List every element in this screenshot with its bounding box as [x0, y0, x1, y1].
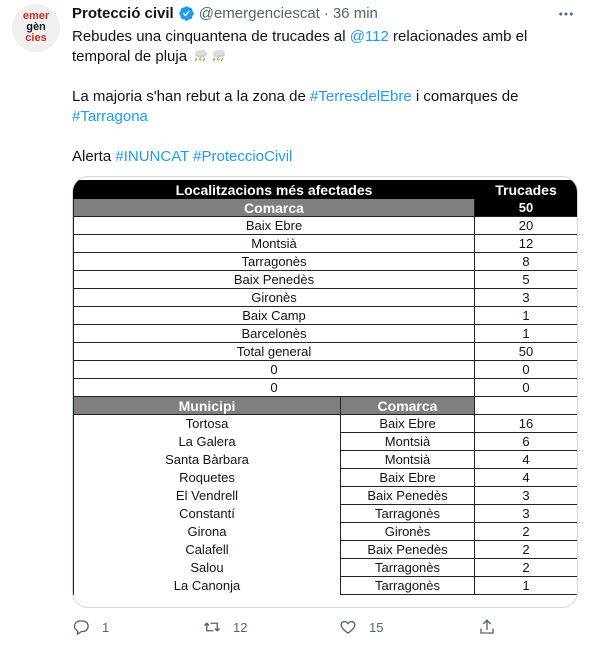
- municipi-comarca: Baix Ebre: [341, 469, 475, 487]
- municipi-name: Santa Bàrbara: [74, 451, 341, 469]
- comarca-row: [74, 307, 578, 325]
- comarca-name: 0: [74, 361, 475, 379]
- comarca-calls: 0: [475, 361, 578, 379]
- municipi-calls: 1: [475, 577, 578, 595]
- calls-header: Trucades: [475, 181, 578, 199]
- municipi-row: [74, 505, 578, 523]
- comarca-calls: 5: [475, 271, 578, 289]
- verified-badge-icon: [178, 5, 195, 22]
- municipi-comarca: Baix Ebre: [341, 415, 475, 433]
- municipi-comarca: Tarragonès: [341, 505, 475, 523]
- comarca-row: [74, 253, 578, 271]
- comarca-col-header: Comarca: [341, 397, 475, 415]
- retweet-count: 12: [233, 619, 248, 635]
- municipi-calls: 3: [475, 505, 578, 523]
- municipi-comarca: Baix Penedès: [341, 541, 475, 559]
- municipi-name: El Vendrell: [74, 487, 341, 505]
- municipi-row: [74, 469, 578, 487]
- municipi-header: Municipi: [74, 397, 341, 415]
- comarca-total: 50: [475, 199, 578, 217]
- municipi-comarca: Montsià: [341, 433, 475, 451]
- municipi-comarca: Baix Penedès: [341, 487, 475, 505]
- municipi-name: La Canonja: [74, 577, 341, 595]
- comarca-name: Montsià: [74, 235, 475, 253]
- reply-icon: [72, 618, 90, 636]
- comarca-header-row: [74, 199, 578, 217]
- tweet-time[interactable]: 36 min: [332, 4, 378, 22]
- comarca-name: Total general: [74, 343, 475, 361]
- comarca-calls: 8: [475, 253, 578, 271]
- comarca-row: [74, 325, 578, 343]
- municipi-header-row: [74, 397, 578, 415]
- tweet-line-2: La majoria s'han rebut a la zona de #TerresdelEbre i comarques de #Tarragona: [72, 88, 519, 125]
- table-title: Localitzacions més afectades: [74, 181, 475, 199]
- comarca-name: Baix Penedès: [74, 271, 475, 289]
- hashtag-tarragona[interactable]: #Tarragona: [72, 108, 148, 125]
- municipi-name: Salou: [74, 559, 341, 577]
- separator-dot: ·: [323, 4, 329, 22]
- municipi-comarca: Tarragonès: [341, 559, 475, 577]
- comarca-calls: 12: [475, 235, 578, 253]
- comarca-calls: 1: [475, 325, 578, 343]
- retweet-button[interactable]: [203, 618, 247, 636]
- municipi-calls: 16: [475, 415, 578, 433]
- comarca-row: [74, 235, 578, 253]
- hashtag-terresdelebre[interactable]: #TerresdelEbre: [310, 88, 412, 105]
- municipi-calls: 2: [475, 541, 578, 559]
- author-name[interactable]: Protecció civil: [72, 4, 174, 22]
- municipi-calls: 6: [475, 433, 578, 451]
- more-options-icon[interactable]: [557, 5, 575, 23]
- comarca-calls: 50: [475, 343, 578, 361]
- tweet-actions: [72, 618, 512, 640]
- cloud-rain-lightning-icon: [193, 48, 209, 64]
- comarca-header: Comarca: [74, 199, 475, 217]
- reply-button[interactable]: [72, 618, 109, 636]
- hashtag-inuncat[interactable]: #INUNCAT: [115, 148, 189, 165]
- municipi-calls: 4: [475, 469, 578, 487]
- municipi-row: [74, 487, 578, 505]
- municipi-calls: 4: [475, 451, 578, 469]
- share-button[interactable]: [478, 618, 508, 636]
- avatar[interactable]: [12, 4, 60, 52]
- author-handle[interactable]: @emergenciescat: [198, 4, 320, 22]
- comarca-row: [74, 343, 578, 361]
- reply-count: 1: [102, 619, 110, 635]
- municipi-calls: 3: [475, 487, 578, 505]
- comarca-row: [74, 217, 578, 235]
- comarca-name: 0: [74, 379, 475, 397]
- emergencies-logo: [15, 11, 57, 44]
- like-count: 15: [369, 619, 384, 635]
- comarca-name: Tarragonès: [74, 253, 475, 271]
- municipi-row: [74, 451, 578, 469]
- logo-line-1: emer: [22, 10, 50, 22]
- comarca-name: Barcelonès: [74, 325, 475, 343]
- municipi-row: [74, 577, 578, 595]
- tweet-line-3: Alerta #INUNCAT #ProteccioCivil: [72, 148, 293, 165]
- municipi-name: Girona: [74, 523, 341, 541]
- comarca-calls: 20: [475, 217, 578, 235]
- municipi-row: [74, 541, 578, 559]
- comarca-name: Baix Ebre: [74, 217, 475, 235]
- share-icon: [478, 618, 496, 636]
- comarca-calls: 1: [475, 307, 578, 325]
- empty-header-cell: [475, 397, 578, 415]
- tweet-text: [72, 27, 572, 167]
- hashtag-proteccio-civil[interactable]: #ProteccioCivil: [193, 148, 293, 165]
- logo-line-3: cies: [25, 32, 47, 44]
- calls-table: [73, 180, 578, 595]
- comarca-name: Gironès: [74, 289, 475, 307]
- municipi-comarca: Montsià: [341, 451, 475, 469]
- cloud-rain-lightning-icon: [211, 48, 227, 64]
- municipi-name: Tortosa: [74, 415, 341, 433]
- comarca-row: [74, 379, 578, 397]
- mention-112[interactable]: @112: [349, 28, 389, 45]
- like-button[interactable]: [339, 618, 383, 636]
- municipi-calls: 2: [475, 523, 578, 541]
- municipi-name: Calafell: [74, 541, 341, 559]
- logo-line-2: gèn: [26, 21, 46, 33]
- tweet-header: [72, 3, 378, 23]
- comarca-calls: 0: [475, 379, 578, 397]
- municipi-comarca: Gironès: [341, 523, 475, 541]
- retweet-icon: [203, 618, 221, 636]
- comarca-row: [74, 361, 578, 379]
- comarca-calls: 3: [475, 289, 578, 307]
- comarca-row: [74, 289, 578, 307]
- comarca-name: Baix Camp: [74, 307, 475, 325]
- municipi-comarca: Tarragonès: [341, 577, 475, 595]
- tweet-line-1: Rebudes una cinquantena de trucades al @112 relacionades amb el temporal de pluja: [72, 28, 528, 65]
- comarca-row: [74, 271, 578, 289]
- municipi-name: Constantí: [74, 505, 341, 523]
- heart-icon: [339, 618, 357, 636]
- municipi-row: [74, 523, 578, 541]
- municipi-row: [74, 433, 578, 451]
- municipi-name: La Galera: [74, 433, 341, 451]
- municipi-calls: 2: [475, 559, 578, 577]
- municipi-row: [74, 559, 578, 577]
- tweet-image[interactable]: [72, 176, 578, 608]
- table-title-row: [74, 181, 578, 199]
- municipi-row: [74, 415, 578, 433]
- municipi-name: Roquetes: [74, 469, 341, 487]
